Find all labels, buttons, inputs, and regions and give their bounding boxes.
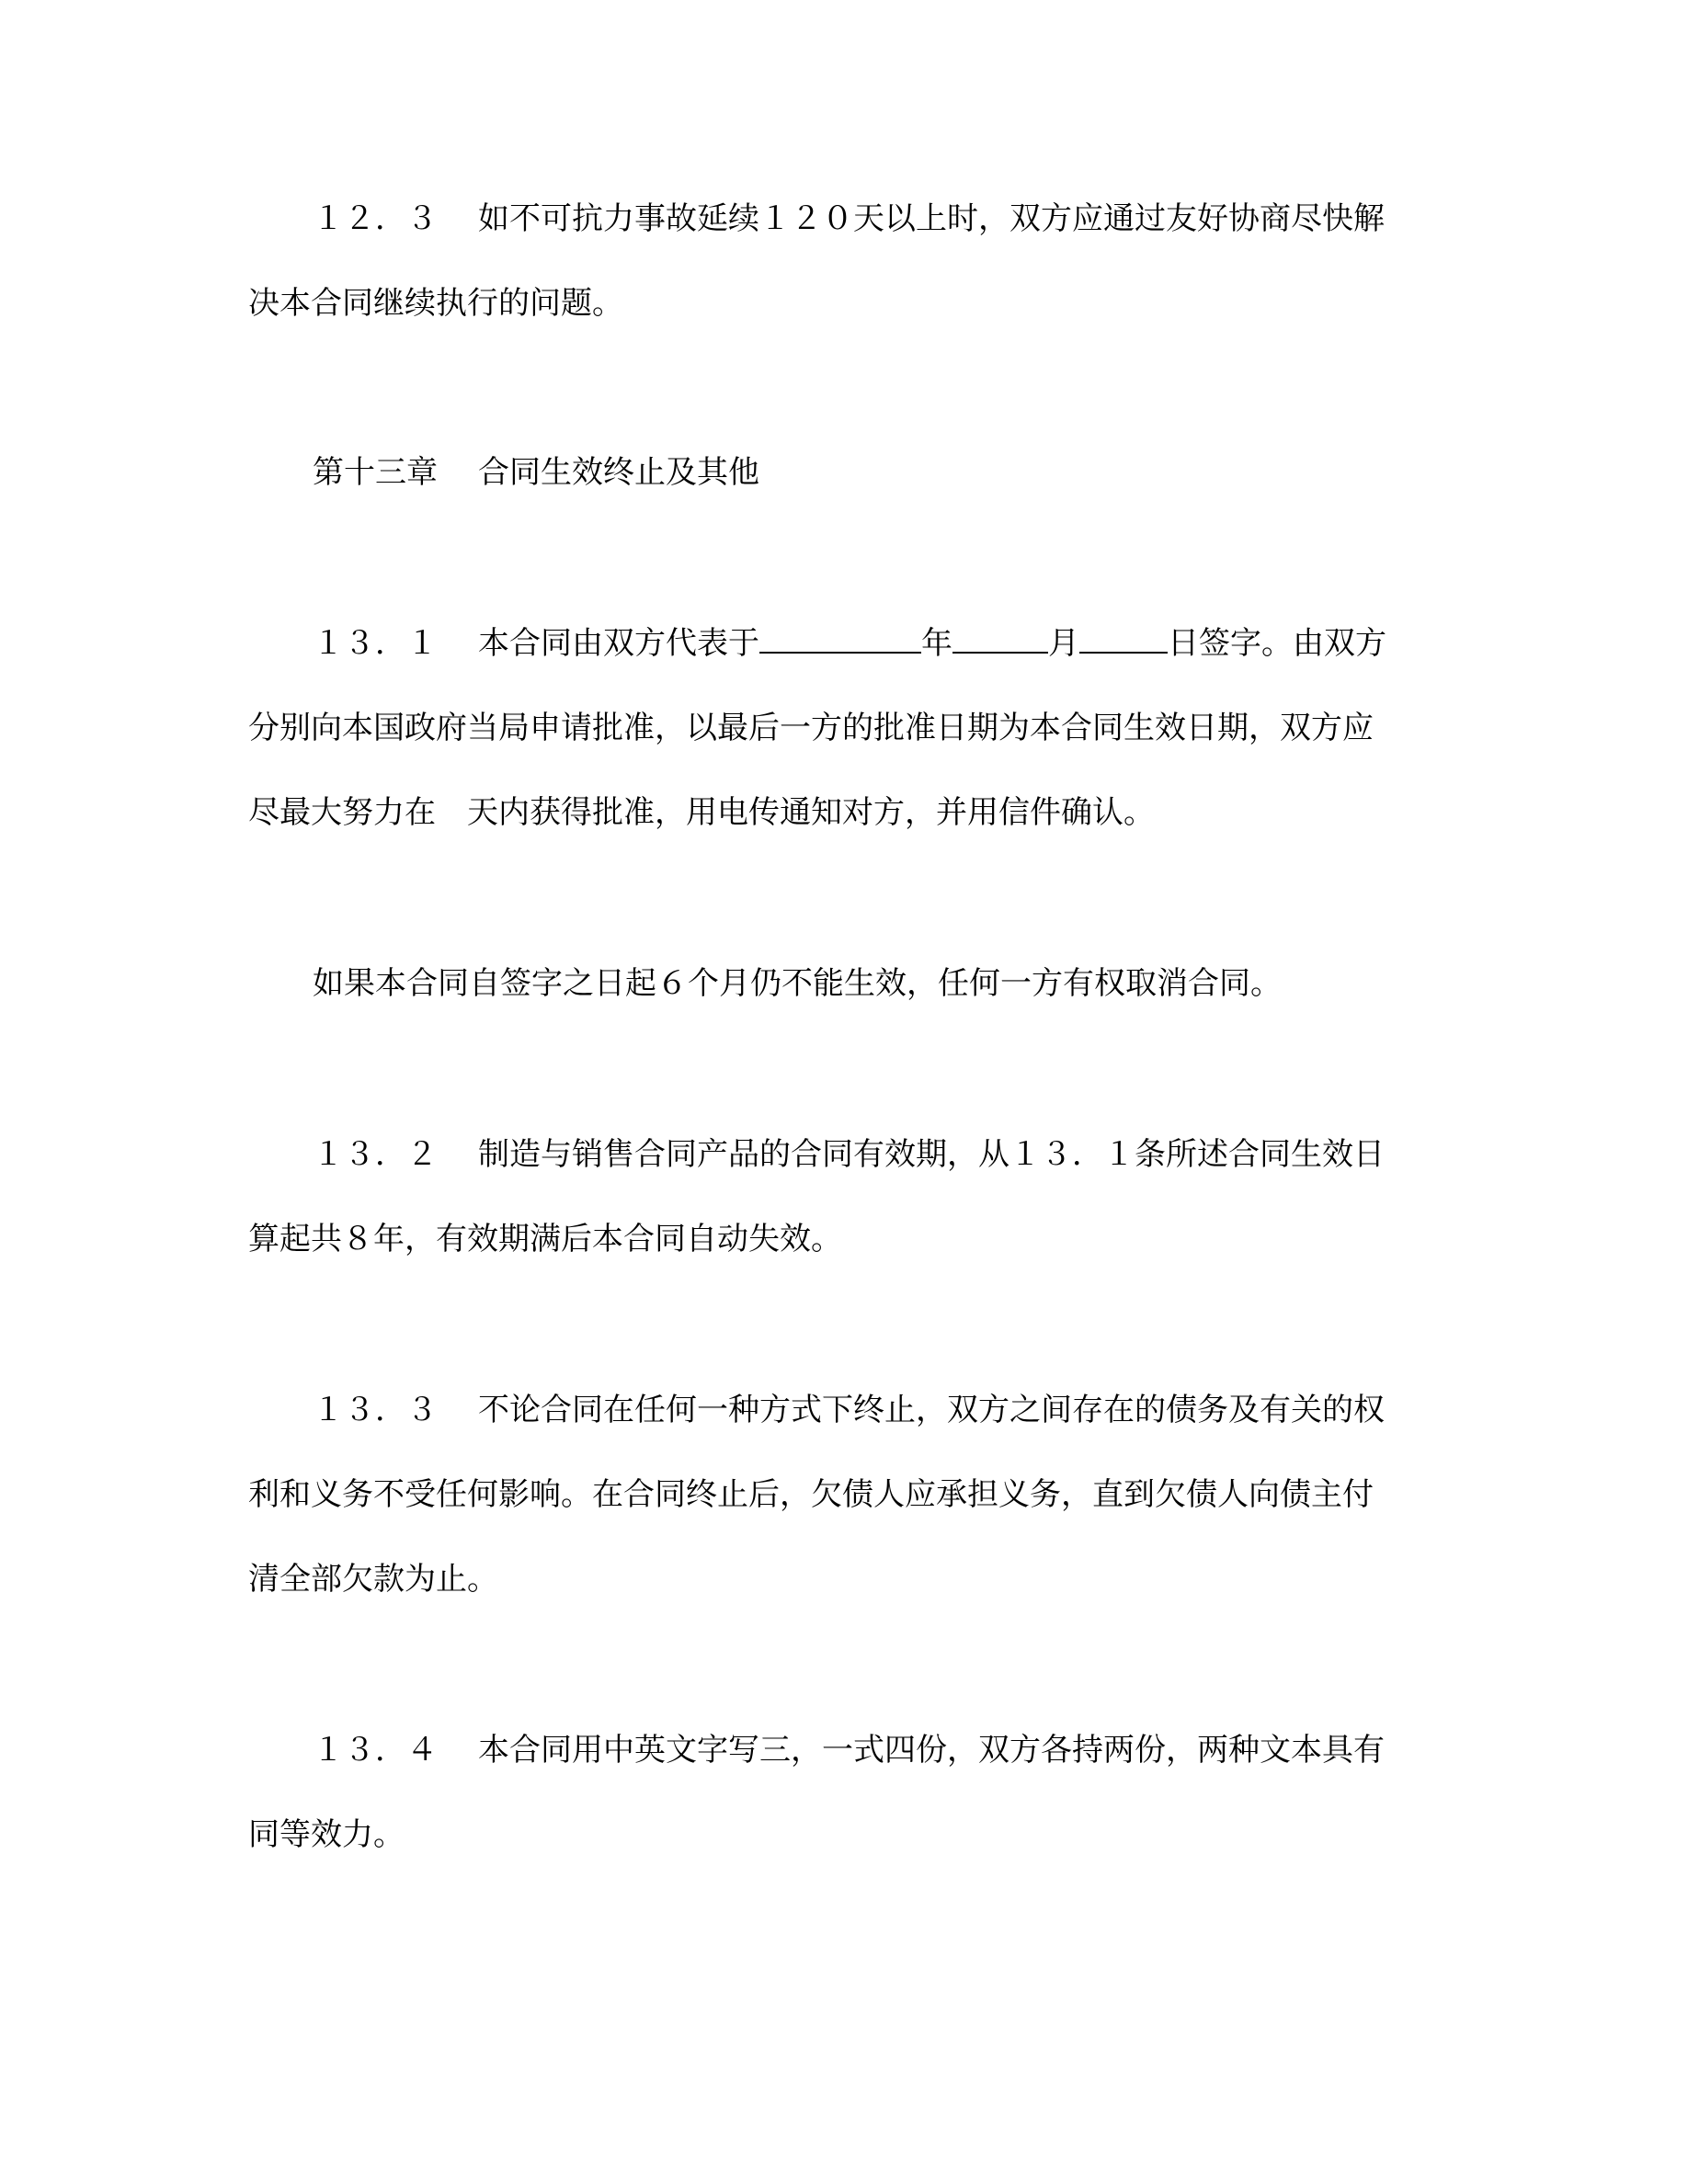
clause-13-3-line-1 <box>313 1390 1499 1430</box>
clause-13-1-line-1 <box>313 623 1499 664</box>
clause-number: １２．３ <box>313 200 438 237</box>
clause-13-2-line-1 <box>313 1134 1499 1175</box>
chapter-title: 合同生效终止及其他 <box>478 454 759 491</box>
year-blank <box>759 624 921 654</box>
clause-text: 如果本合同自签字之日起６个月仍不能生效，任何一方有权取消合同。 <box>313 965 1282 1002</box>
clause-13-4-line-2 <box>248 1814 1434 1855</box>
clause-text: 如不可抗力事故延续１２０天以上时，双方应通过友好协商尽快解 <box>478 200 1385 237</box>
chapter-number: 第十三章 <box>313 454 438 491</box>
clause-12-3-line-1 <box>313 199 1499 239</box>
year-label: 年 <box>921 625 952 662</box>
clause-text: 清全部欠款为止。 <box>248 1561 498 1598</box>
clause-13-1-line-2 <box>248 708 1434 748</box>
clause-text: 本合同用中英文字写三，一式四份，双方各持两份，两种文本具有 <box>478 1732 1385 1769</box>
clause-text: 本合同由双方代表于 <box>478 625 759 662</box>
day-blank <box>1079 624 1168 654</box>
month-blank <box>952 624 1048 654</box>
chapter-13-heading <box>313 452 1499 493</box>
clause-13-4-line-1 <box>313 1730 1499 1770</box>
clause-text: 制造与销售合同产品的合同有效期，从１３．１条所述合同生效日 <box>478 1136 1385 1173</box>
clause-13-3-line-3 <box>248 1559 1434 1599</box>
clause-text: 同等效力。 <box>248 1816 405 1853</box>
clause-number: １３．２ <box>313 1136 438 1173</box>
clause-number: １３．１ <box>313 625 438 662</box>
clause-text: 尽最大努力在 天内获得批准，用电传通知对方，并用信件确认。 <box>248 794 1155 831</box>
clause-text: 决本合同继续执行的问题。 <box>248 285 623 322</box>
clause-12-3-line-2 <box>248 283 1434 324</box>
clause-13-1-line-3 <box>248 792 1434 833</box>
day-label: 日签字。由双方 <box>1168 625 1386 662</box>
clause-text: 分别向本国政府当局申请批准，以最后一方的批准日期为本合同生效日期，双方应 <box>248 710 1374 746</box>
clause-13-2-line-2 <box>248 1219 1434 1259</box>
clause-text: 不论合同在任何一种方式下终止，双方之间存在的债务及有关的权 <box>478 1392 1385 1428</box>
clause-13-3-line-2 <box>248 1474 1434 1515</box>
clause-13-1-paragraph-2 <box>313 963 1499 1004</box>
clause-text: 算起共８年，有效期满后本合同自动失效。 <box>248 1221 842 1257</box>
clause-number: １３．４ <box>313 1732 438 1769</box>
month-label: 月 <box>1048 625 1079 662</box>
clause-number: １３．３ <box>313 1392 438 1428</box>
clause-text: 利和义务不受任何影响。在合同终止后，欠债人应承担义务，直到欠债人向债主付 <box>248 1476 1374 1513</box>
